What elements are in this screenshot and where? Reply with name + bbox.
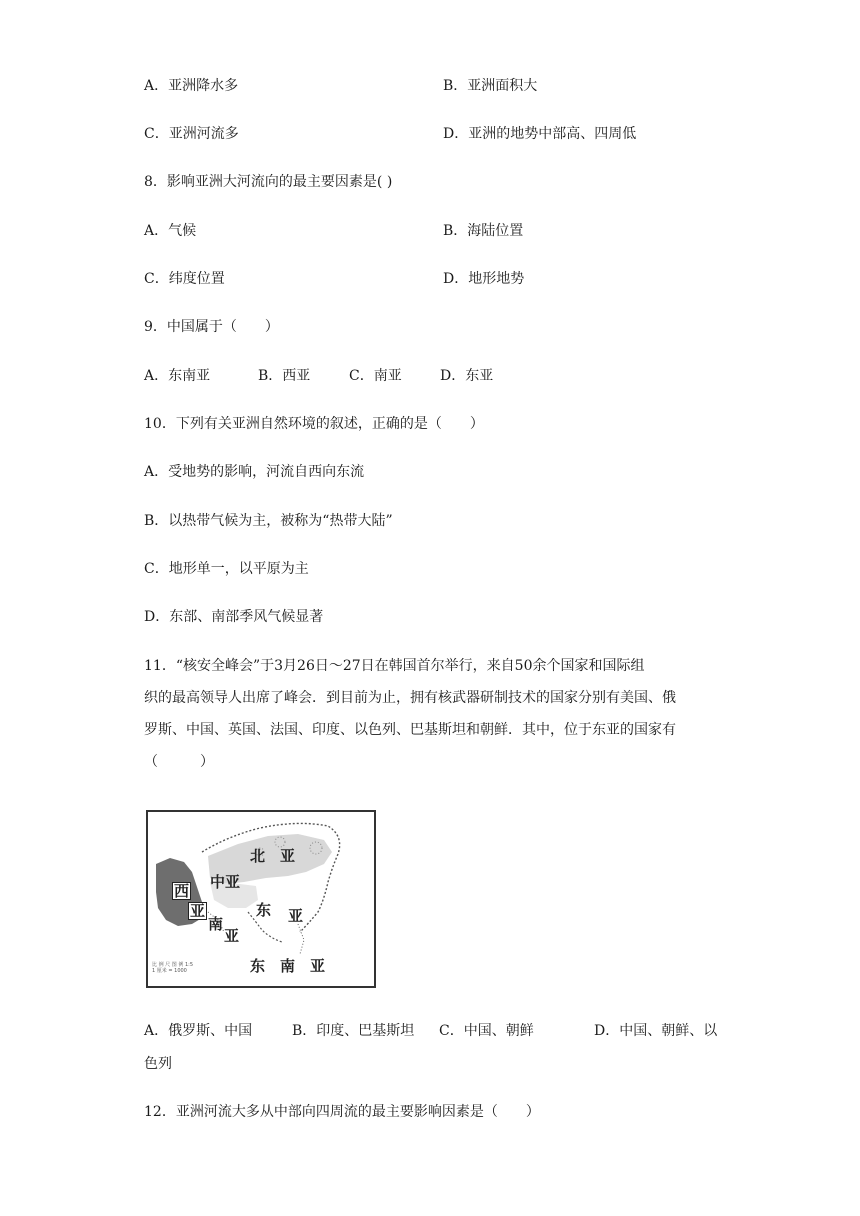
- q7-option-b: B．亚洲面积大: [443, 78, 538, 94]
- map-label-south-1: 南: [208, 915, 224, 933]
- q8-option-b: B．海陆位置: [443, 223, 524, 239]
- map-legend-line2: 1 厘米 = 1000: [152, 968, 187, 974]
- q9-option-b: B．西亚: [258, 368, 311, 384]
- map-label-north-asia: 北 亚: [250, 847, 296, 865]
- q7-option-a: A．亚洲降水多: [144, 78, 239, 94]
- q11-option-d: D．中国、朝鲜、以: [594, 1023, 718, 1039]
- q11-option-a: A．俄罗斯、中国: [144, 1023, 253, 1039]
- map-label-west-1: 西: [174, 882, 190, 900]
- asia-regions-map: [146, 810, 376, 988]
- q10-option-c: C．地形单一，以平原为主: [144, 561, 309, 577]
- q7-option-c: C．亚洲河流多: [144, 126, 239, 142]
- map-label-central-asia: 中亚: [210, 873, 241, 891]
- q9-option-c: C．南亚: [349, 368, 402, 384]
- q11-stem-line4: （ ）: [144, 754, 214, 770]
- q11-stem-line3: 罗斯、中国、英国、法国、印度、以色列、巴基斯坦和朝鲜．其中，位于东亚的国家有: [144, 722, 676, 738]
- map-label-south-2: 亚: [224, 927, 240, 945]
- map-label-east-1: 东: [256, 901, 272, 919]
- q8-stem: 8．影响亚洲大河流向的最主要因素是( ): [144, 174, 393, 190]
- map-legend: [152, 962, 193, 974]
- q12-stem: 12．亚洲河流大多从中部向四周流的最主要影响因素是（ ）: [144, 1104, 540, 1120]
- q11-option-c: C．中国、朝鲜: [439, 1023, 534, 1039]
- q10-option-b: B．以热带气候为主，被称为“热带大陆”: [144, 513, 393, 529]
- q11-stem-line2: 织的最高领导人出席了峰会．到目前为止，拥有核武器研制技术的国家分别有美国、俄: [144, 690, 676, 706]
- map-legend-line1: 比 例 尺 图 例 1:5: [152, 962, 193, 968]
- q10-option-a: A．受地势的影响，河流自西向东流: [144, 464, 365, 480]
- q9-stem: 9．中国属于（ ）: [144, 319, 279, 335]
- q10-stem: 10．下列有关亚洲自然环境的叙述，正确的是（ ）: [144, 416, 484, 432]
- q8-option-c: C．纬度位置: [144, 271, 225, 287]
- q9-option-a: A．东南亚: [144, 368, 211, 384]
- map-label-east-2: 亚: [288, 907, 304, 925]
- map-label-west-2: 亚: [190, 902, 206, 920]
- q7-option-d: D．亚洲的地势中部高、四周低: [443, 126, 637, 142]
- q11-stem-line1: 11．“核安全峰会”于3月26日～27日在韩国首尔举行，来自50余个国家和国际组: [144, 658, 645, 674]
- q11-option-b: B．印度、巴基斯坦: [292, 1023, 415, 1039]
- q8-option-d: D．地形地势: [443, 271, 525, 287]
- q11-option-d-cont: 色列: [144, 1056, 172, 1072]
- island-chain: [298, 924, 304, 954]
- q10-option-d: D．东部、南部季风气候显著: [144, 609, 324, 625]
- q9-option-d: D．东亚: [440, 368, 494, 384]
- q8-option-a: A．气候: [144, 223, 197, 239]
- map-label-southeast-asia: 东 南 亚: [250, 957, 326, 975]
